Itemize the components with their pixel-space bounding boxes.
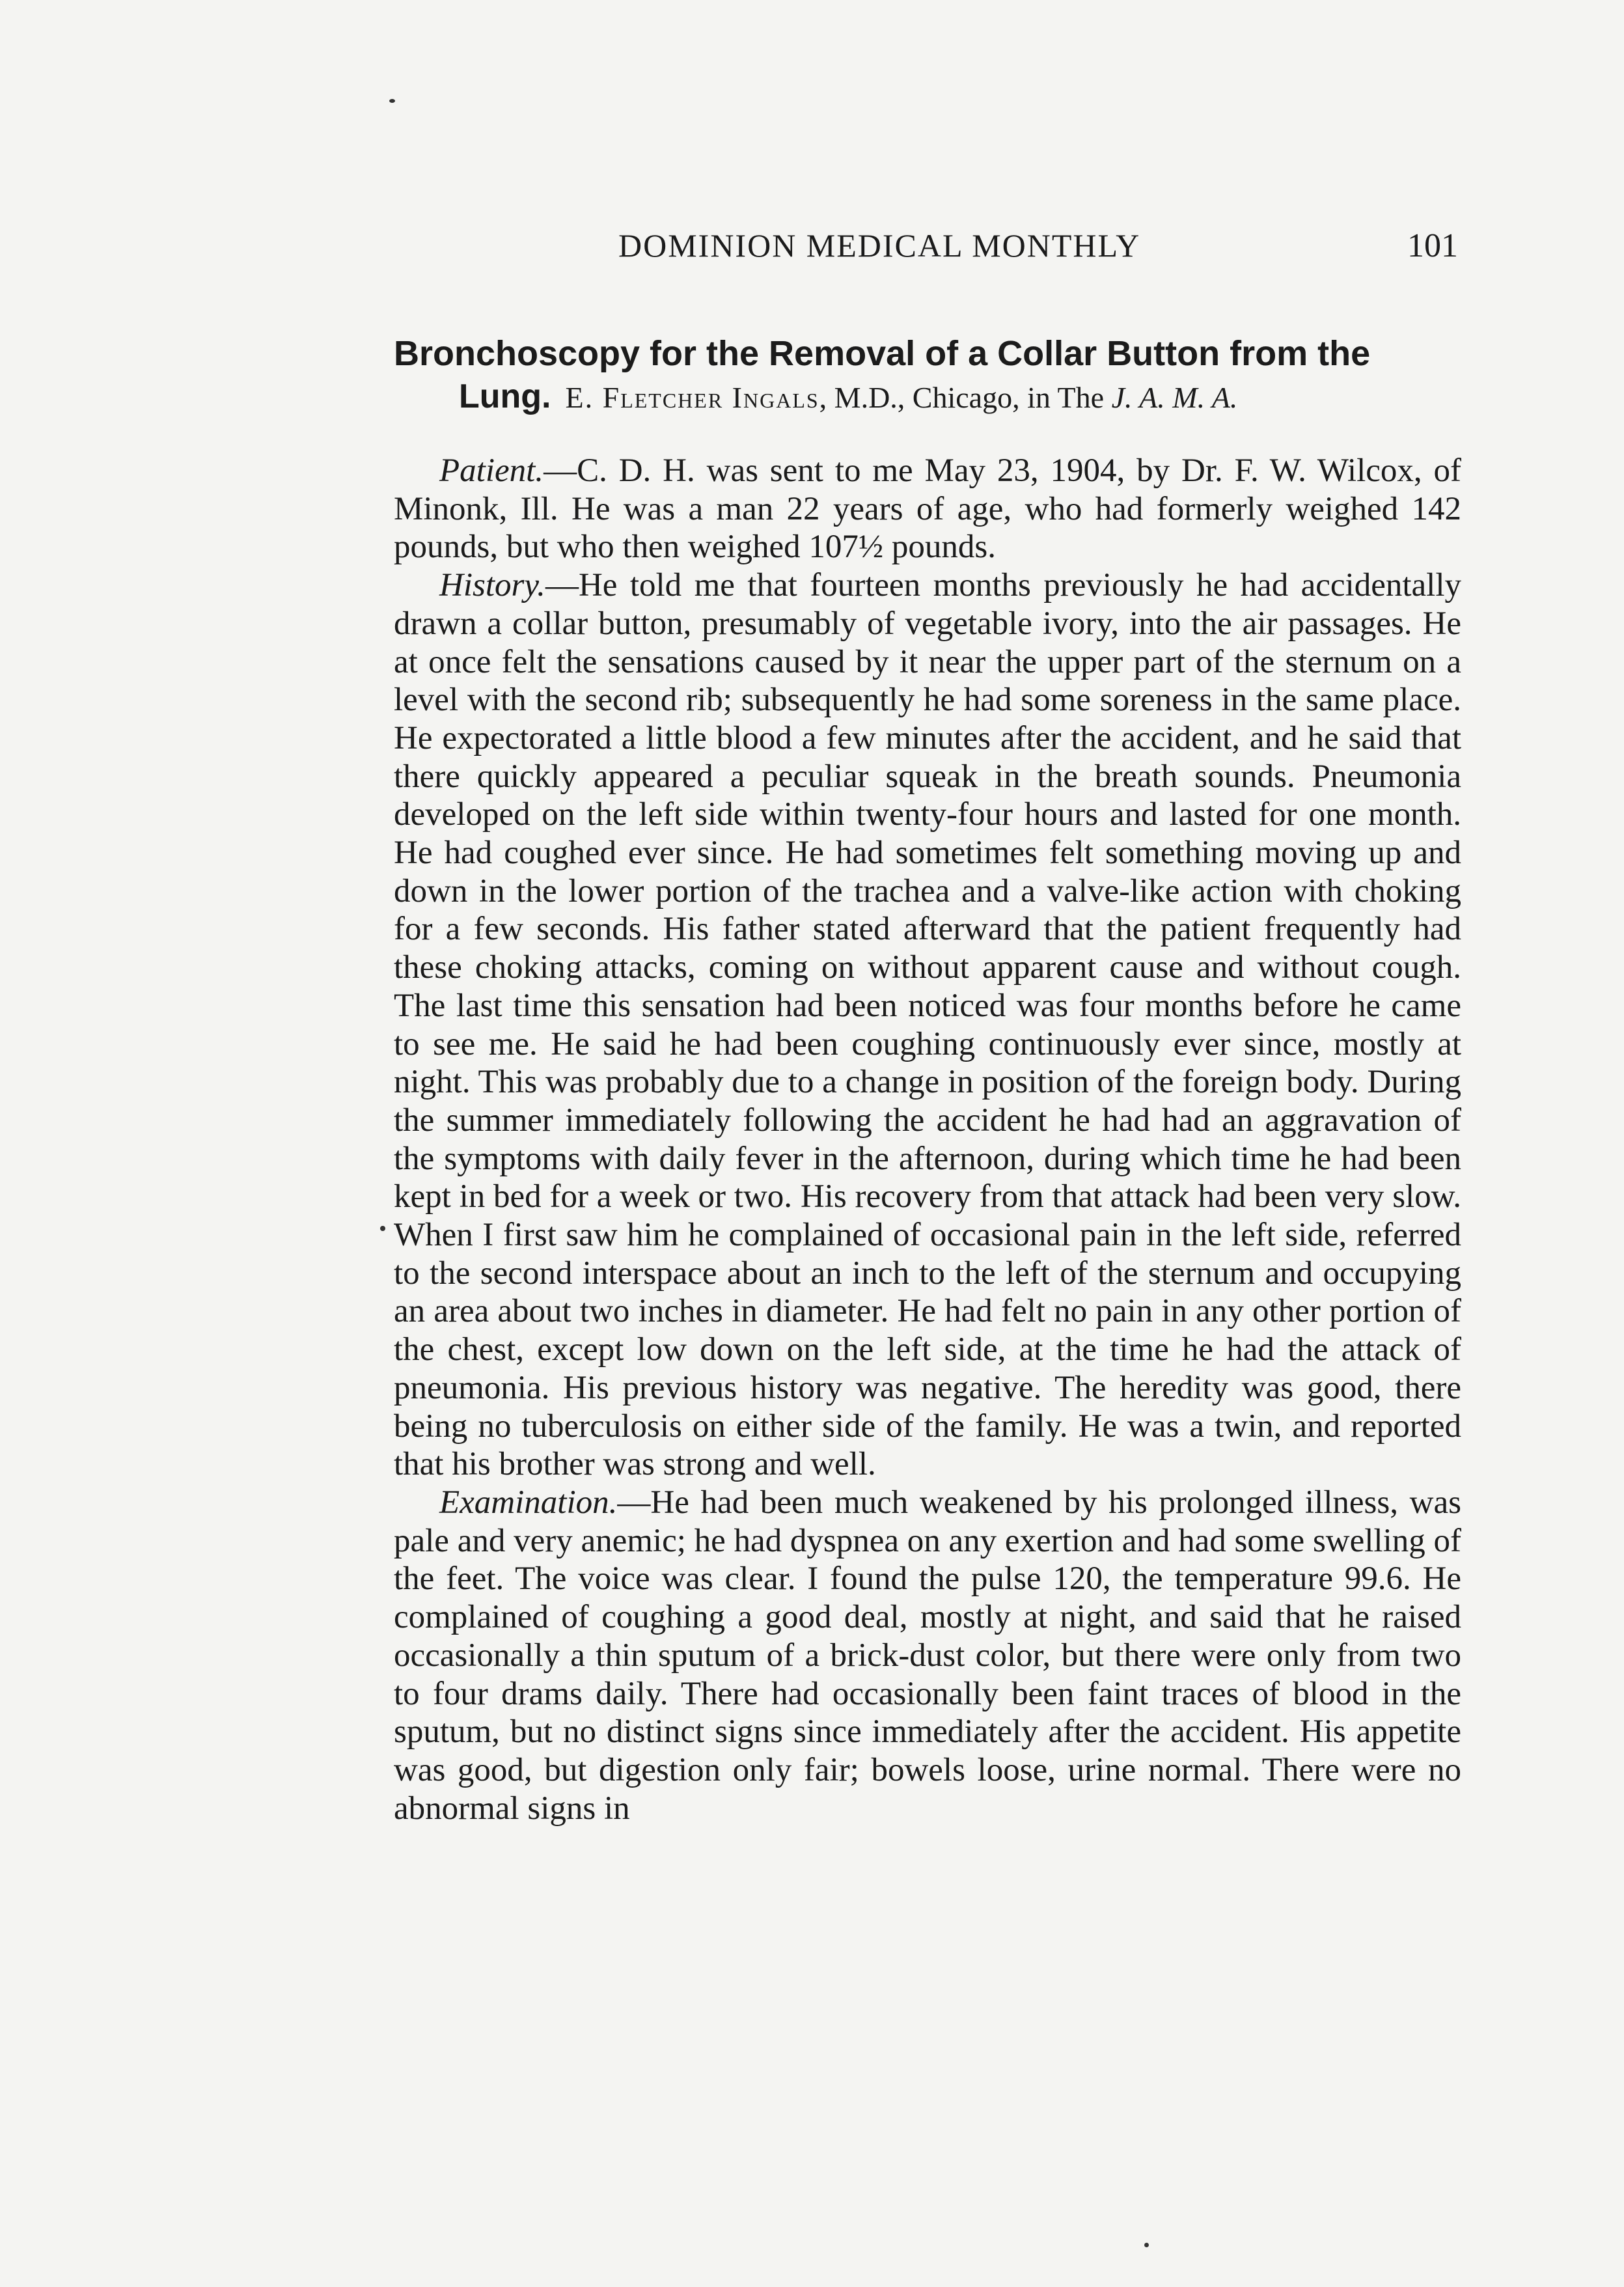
paragraph-history: [394, 566, 1461, 1484]
scan-speck: [380, 1226, 385, 1231]
author-name: E. Fletcher Ingals: [565, 381, 819, 414]
paragraph-text: —He had been much weakened by his prolonged illness, was pale and very anemic; he had dyspnea on any exertion and had some swelling of the feet. The voice was clear. I found the pulse 120, the temperature 99.6. He complained of coughing a good deal, mostly at night, and said that he raised occasionally a thin sputum of a brick-dust color, but there were only from two to four drams daily. There had occasionally been faint traces of blood in the sputum, but no distinct signs since immediately after the accident. His appetite was good, but digestion only fair; bowels loose, urine normal. There were no abnormal signs in: [394, 1484, 1461, 1827]
paragraph-examination: [394, 1484, 1461, 1827]
paragraph-lead: History.: [439, 567, 545, 604]
title-line: Lung.: [459, 378, 551, 415]
paragraph-lead: Examination.: [439, 1484, 618, 1521]
scan-speck: [389, 99, 395, 103]
page-number: 101: [1407, 227, 1458, 264]
scan-speck: [1144, 2243, 1149, 2247]
running-head: DOMINION MEDICAL MONTHLY: [618, 227, 1141, 264]
paragraph-text: —C. D. H. was sent to me May 23, 1904, by Dr. F. W. Wilcox, of Minonk, Ill. He was a man 22 years of age, who had formerly weighed 142 pounds, but who then weighed 107½ pounds.: [394, 452, 1461, 566]
author-suffix: , M.D., Chicago, in The: [819, 381, 1105, 414]
article: [394, 332, 1461, 1827]
paragraph-patient: [394, 452, 1461, 566]
article-title: [394, 332, 1461, 419]
title-line: Bronchoscopy for the Removal of a Collar Button from the: [394, 334, 1371, 373]
byline: [394, 375, 1461, 419]
journal-name: J. A. M. A.: [1111, 381, 1238, 414]
paragraph-text: —He told me that fourteen months previously he had accidentally drawn a collar button, presumably of vegetable ivory, into the air passages. He at once felt the sensations caused by it near the upper part of the sternum on a level with the second rib; subsequently he had some soreness in the same place. He expectorated a little blood a few minutes after the accident, and he said that there quickly appeared a peculiar squeak in the breath sounds. Pneumonia developed on the left side within twenty-four hours and lasted for one month. He had coughed ever since. He had sometimes felt something moving up and down in the lower portion of the trachea and a valve-like action with choking for a few seconds. His father stated afterward that the patient frequently had these choking attacks, coming on without apparent cause and without cough. The last time this sensation had been noticed was four months before he came to see me. He said he had been coughing continuously ever since, mostly at night. This was probably due to a change in position of the foreign body. During the summer immediately following the accident he had had an aggravation of the symptoms with daily fever in the afternoon, during which time he had been kept in bed for a week or two. His recovery from that attack had been very slow. When I first saw him he complained of occasional pain in the left side, referred to the second interspace about an inch to the left of the sternum and occupying an area about two inches in diameter. He had felt no pain in any other portion of the chest, except low down on the left side, at the time he had the attack of pneumonia. His previous history was negative. The heredity was good, there being no tuberculosis on either side of the family. He was a twin, and reported that his brother was strong and well.: [394, 567, 1461, 1483]
paragraph-lead: Patient.: [439, 452, 544, 489]
